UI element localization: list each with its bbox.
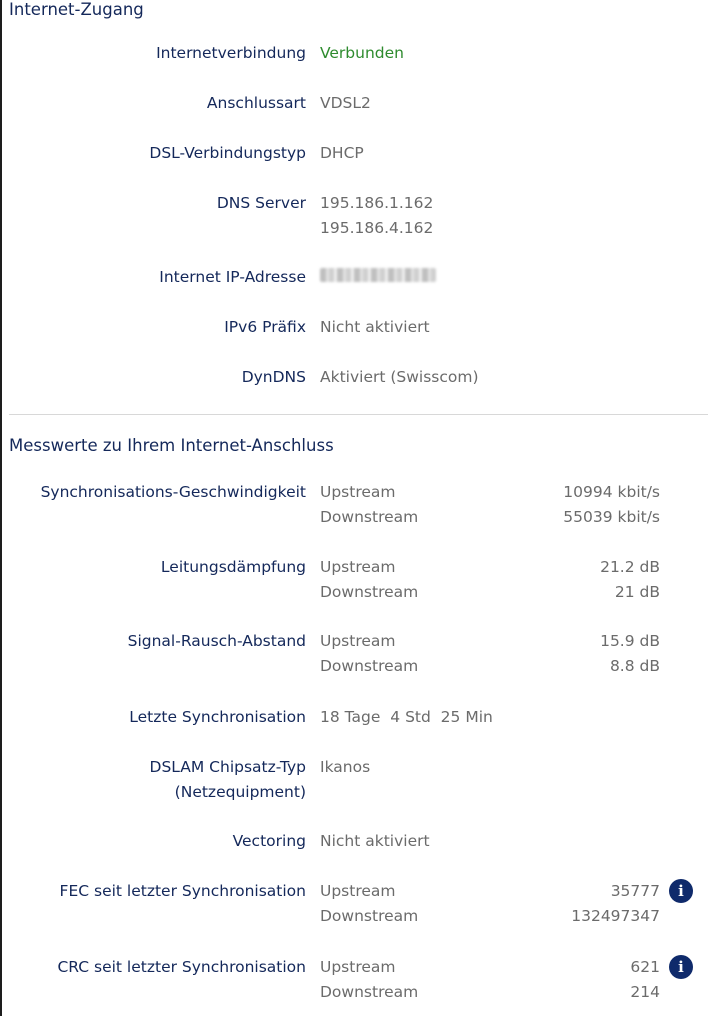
label-vectoring: Vectoring — [232, 832, 306, 850]
attenuation-downstream-label: Downstream — [320, 583, 419, 601]
value-dyndns: Aktiviert (Swisscom) — [320, 368, 479, 386]
crc-upstream-value: 621 — [630, 958, 660, 976]
fec-upstream-value: 35777 — [610, 882, 660, 900]
crc-info-icon[interactable]: i — [669, 955, 693, 979]
left-border — [0, 0, 2, 1016]
label-internet-ip: Internet IP-Adresse — [159, 268, 306, 286]
fec-upstream-label: Upstream — [320, 882, 396, 900]
label-dns-server: DNS Server — [216, 194, 306, 212]
crc-upstream-label: Upstream — [320, 958, 396, 976]
value-dsl-connection-type: DHCP — [320, 144, 364, 162]
label-attenuation: Leitungsdämpfung — [160, 558, 306, 576]
sync-speed-downstream-value: 55039 kbit/s — [563, 508, 660, 526]
attenuation-upstream-label: Upstream — [320, 558, 396, 576]
blurred-ip-address — [320, 268, 436, 282]
value-dns-server-2: 195.186.4.162 — [320, 219, 434, 237]
label-sync-speed: Synchronisations-Geschwindigkeit — [40, 483, 306, 501]
sync-speed-upstream-label: Upstream — [320, 483, 396, 501]
snr-upstream-value: 15.9 dB — [600, 632, 660, 650]
snr-upstream-label: Upstream — [320, 632, 396, 650]
value-dslam-chipset: Ikanos — [320, 758, 371, 776]
value-last-sync: 18 Tage 4 Std 25 Min — [320, 708, 493, 726]
section-title-measurements: Messwerte zu Ihrem Internet-Anschluss — [9, 436, 334, 455]
value-internet-connection: Verbunden — [320, 44, 404, 62]
value-dns-server-1: 195.186.1.162 — [320, 194, 434, 212]
value-vectoring: Nicht aktiviert — [320, 832, 430, 850]
fec-downstream-label: Downstream — [320, 907, 419, 925]
fec-info-icon[interactable]: i — [669, 879, 693, 903]
label-dsl-connection-type: DSL-Verbindungstyp — [149, 144, 306, 162]
crc-downstream-label: Downstream — [320, 983, 419, 1001]
label-internet-connection: Internetverbindung — [156, 44, 306, 62]
label-snr: Signal-Rausch-Abstand — [127, 632, 306, 650]
label-connection-type: Anschlussart — [206, 94, 306, 112]
label-dslam-chipset-line2: (Netzequipment) — [174, 783, 306, 801]
fec-downstream-value: 132497347 — [571, 907, 660, 925]
value-ipv6-prefix: Nicht aktiviert — [320, 318, 430, 336]
label-ipv6-prefix: IPv6 Präfix — [224, 318, 306, 336]
sync-speed-upstream-value: 10994 kbit/s — [563, 483, 660, 501]
label-dslam-chipset-line1: DSLAM Chipsatz-Typ — [149, 758, 306, 776]
label-last-sync: Letzte Synchronisation — [129, 708, 306, 726]
section-divider — [9, 414, 708, 415]
attenuation-downstream-value: 21 dB — [614, 583, 660, 601]
label-crc: CRC seit letzter Synchronisation — [57, 958, 306, 976]
snr-downstream-value: 8.8 dB — [609, 657, 660, 675]
crc-downstream-value: 214 — [630, 983, 660, 1001]
value-connection-type: VDSL2 — [320, 94, 371, 112]
snr-downstream-label: Downstream — [320, 657, 419, 675]
sync-speed-downstream-label: Downstream — [320, 508, 419, 526]
attenuation-upstream-value: 21.2 dB — [600, 558, 660, 576]
label-fec: FEC seit letzter Synchronisation — [59, 882, 306, 900]
label-dyndns: DynDNS — [241, 368, 306, 386]
section-title-internet-access: Internet-Zugang — [9, 0, 144, 19]
